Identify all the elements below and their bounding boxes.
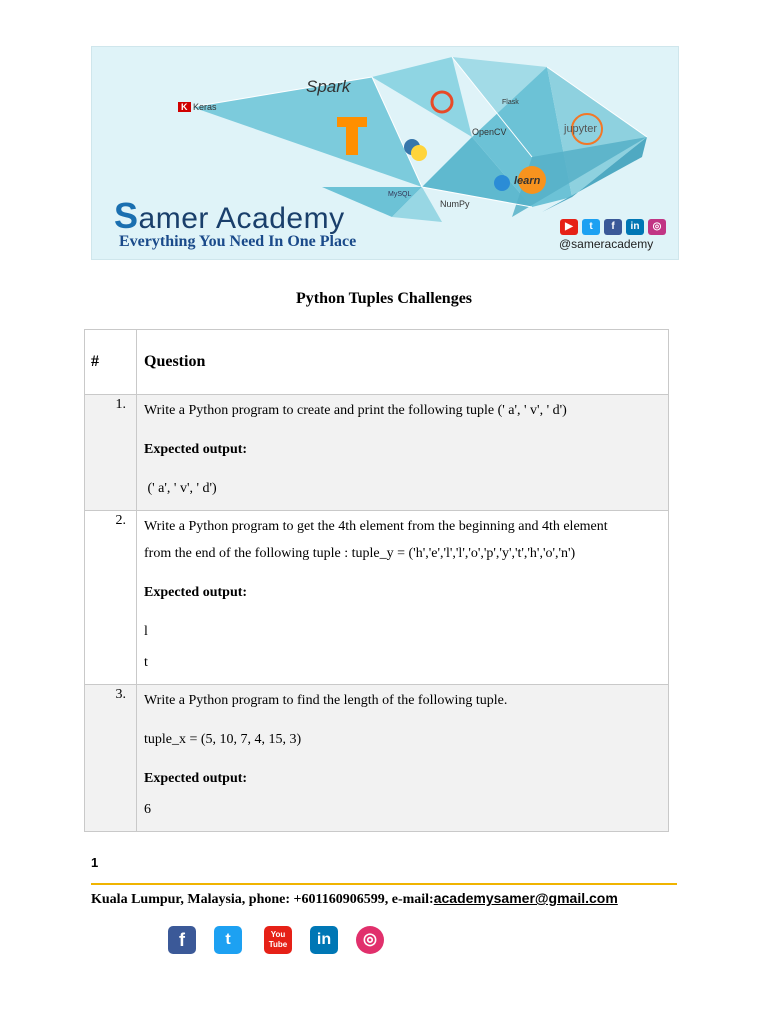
mysql-logo: MySQL <box>388 191 412 198</box>
twitter-mini-icon: t <box>582 219 600 235</box>
table-row <box>85 395 669 511</box>
document-title: Python Tuples Challenges <box>295 290 473 307</box>
table-header-row <box>85 330 669 395</box>
row-number: 1. <box>85 395 137 511</box>
expected-output-label: Expected output: <box>144 442 248 457</box>
expected-output-label: Expected output: <box>144 771 248 786</box>
youtube-mini-icon: ▶ <box>560 219 578 235</box>
opencv-logo: OpenCV <box>472 127 507 137</box>
email-link[interactable]: academysamer@gmail.com <box>433 890 618 906</box>
row-number: 3. <box>85 685 137 832</box>
column-header-number: # <box>85 330 137 395</box>
question-text: Write a Python program to create and print the following tuple (' a', ' v', ' d') <box>144 403 567 418</box>
brand-tagline: Everything You Need In One Place <box>119 233 357 250</box>
question-cell <box>137 511 669 685</box>
question-cell <box>137 685 669 832</box>
facebook-icon[interactable]: f <box>168 926 196 954</box>
twitter-icon[interactable]: t <box>214 926 242 954</box>
table-row <box>85 511 669 685</box>
footer-contact <box>91 890 618 908</box>
expected-output-value: t <box>144 655 148 670</box>
row-number: 2. <box>85 511 137 685</box>
column-header-question: Question <box>137 330 669 395</box>
question-text: from the end of the following tuple : tuple_y = ('h','e','l','l','o','p','y','t','h','o','n') <box>144 546 576 561</box>
header-banner <box>91 46 679 260</box>
footer-divider <box>91 883 677 885</box>
social-handle: @sameracademy <box>559 237 654 251</box>
challenges-table <box>84 329 669 832</box>
question-text: Write a Python program to get the 4th element from the beginning and 4th element <box>144 519 608 534</box>
brand-name: Samer Academy <box>114 195 345 236</box>
linkedin-icon[interactable]: in <box>310 926 338 954</box>
instagram-mini-icon: ◎ <box>648 219 666 235</box>
facebook-mini-icon: f <box>604 219 622 235</box>
question-text: Write a Python program to find the length of the following tuple. <box>144 693 508 708</box>
numpy-logo: NumPy <box>440 199 470 209</box>
tuple-definition: tuple_x = (5, 10, 7, 4, 15, 3) <box>144 732 302 747</box>
footer-address: Kuala Lumpur, Malaysia, phone: +601160906599, e-mail: <box>91 892 434 907</box>
linkedin-mini-icon: in <box>626 219 644 235</box>
expected-output-label: Expected output: <box>144 585 248 600</box>
expected-output-value: l <box>144 624 148 639</box>
page-number: 1 <box>91 855 99 870</box>
flask-logo: Flask <box>502 99 519 106</box>
instagram-icon[interactable]: ◎ <box>356 926 384 954</box>
spark-logo: Spark <box>306 77 351 96</box>
sklearn-logo: learn <box>514 175 541 187</box>
table-row <box>85 685 669 832</box>
youtube-icon[interactable]: You Tube <box>264 926 292 954</box>
expected-output-value: 6 <box>144 802 151 817</box>
question-cell <box>137 395 669 511</box>
expected-output-value: (' a', ' v', ' d') <box>144 481 217 496</box>
keras-logo: K Keras <box>178 102 217 112</box>
jupyter-logo: jupyter <box>564 123 598 135</box>
